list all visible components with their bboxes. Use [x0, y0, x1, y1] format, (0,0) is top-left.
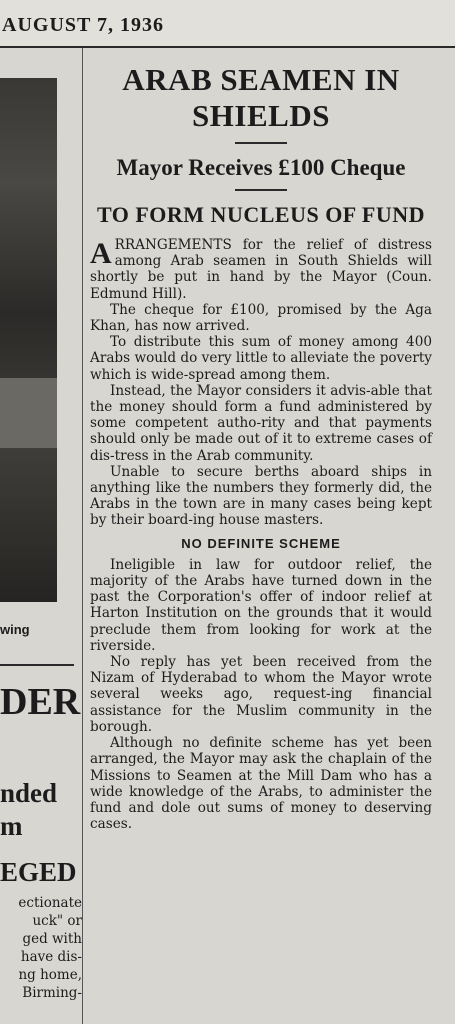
header-rule	[0, 46, 455, 48]
paragraph-text: RRANGEMENTS for the relief of distress among Arab seamen in South Shields will shortly be put in hand by the Mayor (Coun. Edmund Hill).	[90, 237, 432, 302]
article-deck: Mayor Receives £100 Cheque	[116, 155, 406, 180]
left-column-rule	[0, 664, 74, 666]
adjacent-subhead-fragment: EGED	[0, 857, 77, 887]
headline-rule	[235, 142, 287, 144]
column-rule	[82, 48, 83, 1024]
adjacent-deck-fragment-1: nded	[0, 778, 58, 808]
deck-rule	[235, 189, 287, 191]
adjacent-body-fragment	[2, 894, 82, 1002]
paragraph	[90, 237, 432, 302]
section-subhead: NO DEFINITE SCHEME	[181, 535, 341, 551]
paragraph: Unable to secure berths aboard ships in anything like the numbers they formerly did, the Arabs in the town are in many cases being kept by their board-ing house masters.	[90, 463, 432, 529]
paragraph: Although no definite scheme has yet been arranged, the Mayor may ask the chaplain of the Missions to Seamen at the Mill Dam who has a wide knowledge of the Arabs, to administer the fund and dole out sums of money to deserving cases.	[90, 735, 432, 833]
adjacent-line: uck" or	[32, 913, 82, 929]
paragraph: The cheque for £100, promised by the Aga Khan, has now arrived.	[90, 301, 432, 335]
paragraph: Ineligible in law for outdoor relief, the majority of the Arabs have turned down in the past the Corporation's offer of indoor relief at Harton Institution on the grounds that it would preclude them from looking for work at the riverside.	[90, 556, 432, 654]
drop-cap: A	[90, 237, 112, 270]
adjacent-line: have dis-	[20, 949, 82, 965]
adjacent-line: ged with	[22, 931, 82, 947]
adjacent-line: ectionate	[18, 895, 82, 911]
photo-caption-fragment: wing	[0, 622, 30, 637]
photograph-detail	[0, 378, 57, 448]
paragraph: Instead, the Mayor considers it advis-able that the money should form a fund administered by some competent autho-rity and that payments should only be made out of it to extreme cases of dis-tress in the Arab community.	[90, 382, 432, 464]
adjacent-line: ng home,	[18, 967, 82, 983]
article-subdeck: TO FORM NUCLEUS OF FUND	[96, 202, 426, 227]
article	[90, 62, 432, 832]
page-header	[0, 0, 455, 46]
dateline: AUGUST 7, 1936	[2, 14, 164, 36]
paragraph: No reply has yet been received from the Nizam of Hyderabad to whom the Mayor wrote several weeks ago, request-ing financial assistance for the Muslim community in the borough.	[90, 654, 432, 735]
article-body	[90, 237, 432, 832]
article-headline: ARAB SEAMEN IN SHIELDS	[122, 62, 400, 133]
adjacent-deck-fragment-2: m	[0, 811, 23, 841]
photograph	[0, 78, 57, 602]
adjacent-line: Birming-	[22, 985, 82, 1001]
adjacent-headline-fragment: DER	[0, 681, 81, 723]
paragraph: To distribute this sum of money among 400 Arabs would do very little to alleviate the poverty which is wide-spread among them.	[90, 334, 432, 383]
